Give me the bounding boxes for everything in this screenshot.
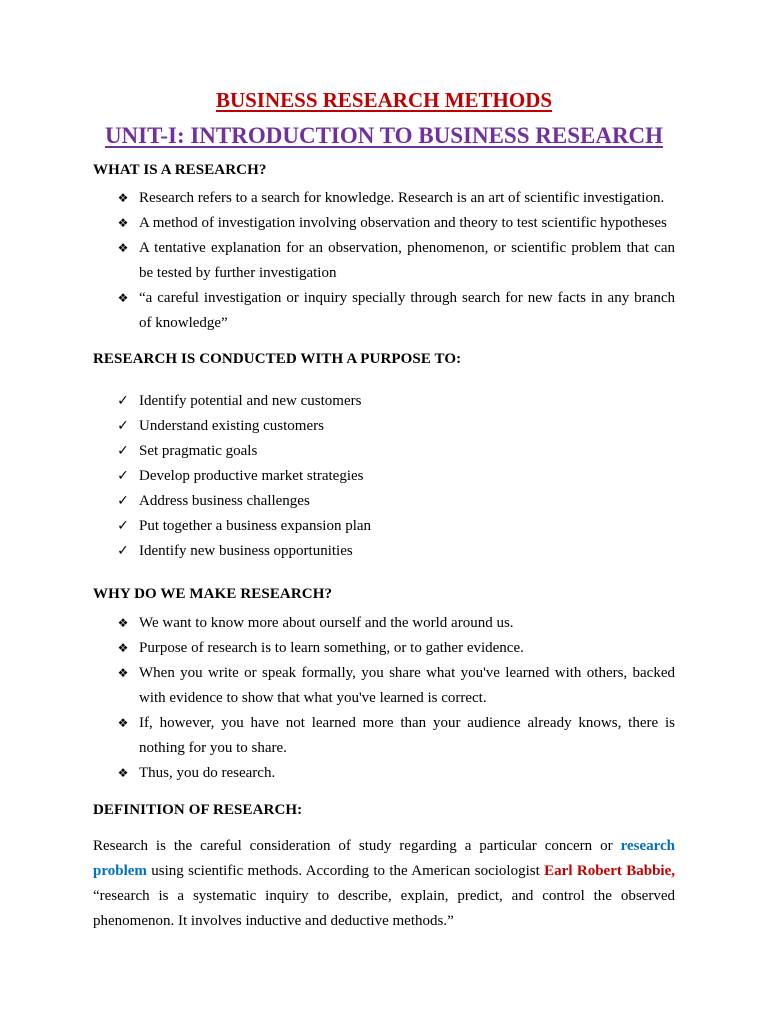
diamond-bullet-icon: ❖	[117, 666, 129, 680]
unit-title: UNIT-I: INTRODUCTION TO BUSINESS RESEARCH	[104, 123, 664, 148]
diamond-bullet-icon: ❖	[117, 241, 129, 255]
document-title: BUSINESS RESEARCH METHODS	[215, 88, 553, 112]
list-item: ✓ Identify new business opportunities	[93, 539, 675, 564]
checkmark-icon: ✓	[117, 393, 129, 409]
section-heading-why: WHY DO WE MAKE RESEARCH?	[93, 586, 333, 602]
diamond-bullet-icon: ❖	[117, 191, 129, 205]
list-item: ❖ A method of investigation involving observation and theory to test scientific hypotheses	[93, 211, 675, 236]
list-item: ✓ Develop productive market strategies	[93, 464, 675, 489]
checkmark-icon: ✓	[117, 518, 129, 534]
section-heading-purpose: RESEARCH IS CONDUCTED WITH A PURPOSE TO:	[93, 351, 462, 367]
diamond-bullet-icon: ❖	[117, 616, 129, 630]
diamond-bullet-icon: ❖	[117, 216, 129, 230]
list-item: ✓ Identify potential and new customers	[93, 389, 675, 414]
list-item: ❖ If, however, you have not learned more than your audience already knows, there is nothing for you to share.	[93, 711, 675, 761]
list-item: ✓ Set pragmatic goals	[93, 439, 675, 464]
section-heading-what-is: WHAT IS A RESEARCH?	[93, 162, 267, 178]
checkmark-icon: ✓	[117, 468, 129, 484]
checkmark-icon: ✓	[117, 443, 129, 459]
diamond-bullet-icon: ❖	[117, 641, 129, 655]
purpose-list	[93, 389, 675, 564]
list-item: ❖ When you write or speak formally, you share what you've learned with others, backed with evidence to show that what you've learned is correct.	[93, 661, 675, 711]
list-item: ❖ “a careful investigation or inquiry specially through search for new facts in any branch of knowledge”	[93, 286, 675, 336]
checkmark-icon: ✓	[117, 543, 129, 559]
definition-paragraph: Research is the careful consideration of study regarding a particular concern or research problem using scientific methods. According to the American sociologist Earl Robert Babbie, “research is a systematic inquiry to describe, explain, predict, and control the observed phenomenon. It involves inductive and deductive methods.”	[93, 838, 675, 929]
list-item: ✓ Put together a business expansion plan	[93, 514, 675, 539]
list-item: ❖ Research refers to a search for knowledge. Research is an art of scientific investigation.	[93, 186, 675, 211]
list-item: ❖ Purpose of research is to learn something, or to gather evidence.	[93, 636, 675, 661]
list-item: ✓ Address business challenges	[93, 489, 675, 514]
diamond-bullet-icon: ❖	[117, 291, 129, 305]
research-problem-link[interactable]: research problem	[93, 838, 675, 879]
list-item: ❖ We want to know more about ourself and the world around us.	[93, 611, 675, 636]
list-item: ❖ Thus, you do research.	[93, 761, 675, 786]
why-list	[93, 611, 675, 786]
list-item: ❖ A tentative explanation for an observation, phenomenon, or scientific problem that can be tested by further investigation	[93, 236, 675, 286]
checkmark-icon: ✓	[117, 418, 129, 434]
section-heading-definition: DEFINITION OF RESEARCH:	[93, 802, 303, 818]
diamond-bullet-icon: ❖	[117, 716, 129, 730]
list-item: ✓ Understand existing customers	[93, 414, 675, 439]
diamond-bullet-icon: ❖	[117, 766, 129, 780]
what-is-list	[93, 186, 675, 336]
author-name: Earl Robert Babbie,	[544, 863, 675, 879]
checkmark-icon: ✓	[117, 493, 129, 509]
